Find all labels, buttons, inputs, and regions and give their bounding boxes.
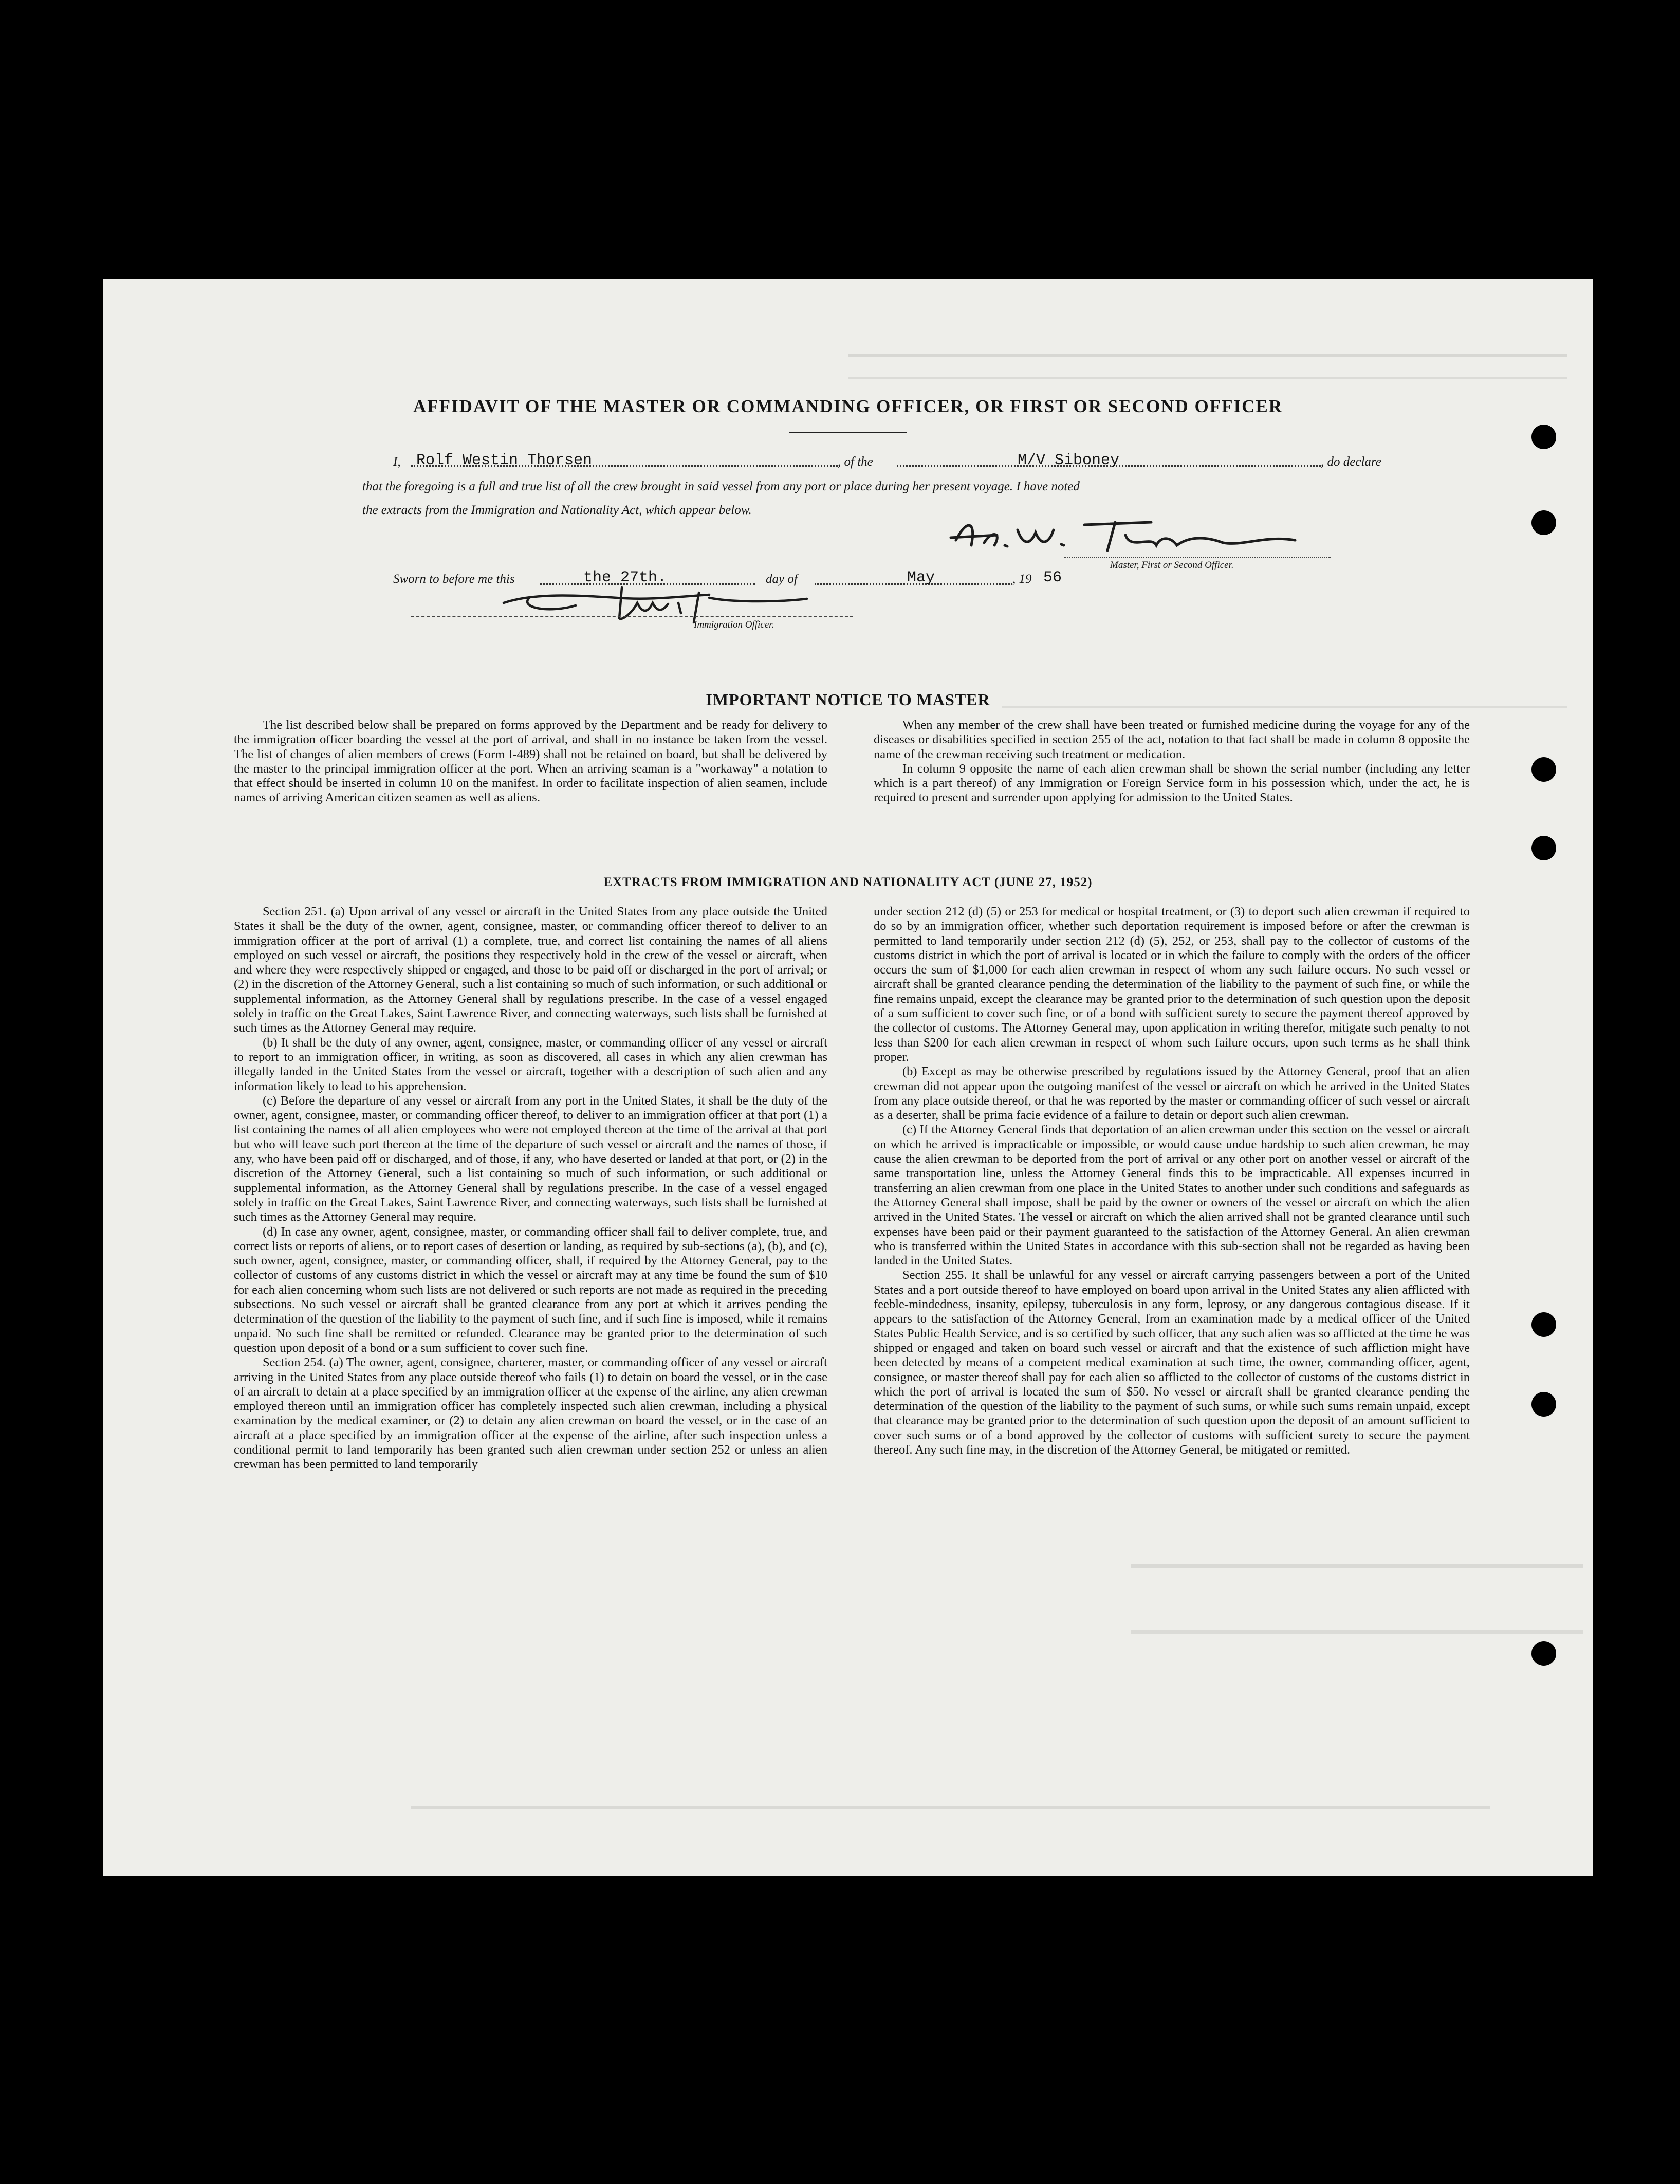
day-of-label: day of [766, 572, 798, 586]
document-page [103, 279, 1593, 1876]
vessel-name-field[interactable]: M/V Siboney [1018, 452, 1120, 469]
declaration-line-2: that the foregoing is a full and true list of all the crew brought in said vessel from any port or place during her present voyage. I have noted [362, 480, 1080, 493]
punch-hole [1531, 836, 1556, 860]
punch-hole [1531, 1392, 1556, 1417]
punch-hole [1531, 510, 1556, 535]
punch-hole [1531, 425, 1556, 449]
notice-left-paragraph: The list described below shall be prepared on forms approved by the Department and be ready for delivery to the immigration officer boarding the vessel at the port of arrival, and shall in no instance be taken from the vessel. The list of changes of alien members of crews (Form I-489) shall not be retained on board, but shall be delivered by the master to the principal immigration officer at the port. When an arriving seaman is a "workaway" a notation to that effect should be inserted in column 10 on the manifest. In order to facilitate inspection of alien seamen, include names of arriving American citizen seamen as well as aliens. [234, 718, 827, 805]
bleed-through-band [411, 1806, 1490, 1845]
extracts-title: EXTRACTS FROM IMMIGRATION AND NATIONALITY ACT (JUNE 27, 1952) [603, 875, 1093, 889]
notice-right-paragraph-2: In column 9 opposite the name of each alien crewman shall be shown the serial number (including any letter which is a part thereof) of any Immigration or Foreign Service form in his possession which, under the act, he is required to present and surrender upon applying for admission to the United States. [874, 761, 1470, 805]
section-254b: (b) Except as may be otherwise prescribed by regulations issued by the Attorney General, proof that an alien crewman did not appear upon the outgoing manifest of the vessel or aircraft on which he arrived in the United States from any place outside thereof, or that he was reported by the master or commanding officer of such vessel or aircraft as a deserter, shall be prima facie evidence of a failure to detain or deport such alien crewman. [874, 1065, 1470, 1123]
master-signature-line [1064, 557, 1331, 558]
master-name-field[interactable]: Rolf Westin Thorsen [416, 452, 593, 469]
master-signature [935, 515, 1316, 561]
section-254a-continued: under section 212 (d) (5) or 253 for medical or hospital treatment, or (3) to deport such alien crewman if required to do so by an immigration officer, whether such deportation requirement is imposed before or after the crewman is permitted to land temporarily under section 212 (d) (5), 252, or 253, shall pay to the collector of customs of the customs district in which the port of arrival is located or in which the failure to comply with the orders of the officer occurs the sum of $1,000 for each alien crewman in respect of whom any such failure occurs. No such vessel or aircraft shall be granted clearance pending the determination of the liability to the payment of such fine, or while the fine remains unpaid, except the clearance may be granted prior to the determination of such question upon the deposit of a sum sufficient to cover such fine, or of a bond with sufficient surety to secure the payment thereof approved by the collector of customs. The Attorney General may, upon application in writing therefor, mitigate such penalty to not less than $200 for each alien crewman in respect of whom such failure occurs, upon such terms as he shall think proper. [874, 905, 1470, 1064]
section-255: Section 255. It shall be unlawful for any vessel or aircraft carrying passengers between a port of the United States and a port outside thereof to have employed on board upon arrival in the United States any alien afflicted with feeble-mindedness, insanity, epilepsy, tuberculosis in any form, leprosy, or any dangerous contagious disease. If it appears to the satisfaction of the Attorney General, from an examination made by a medical officer of the United States Public Health Service, and is so certified by such officer, that any such alien was so afflicted at the time he was shipped or engaged and taken on board such vessel or aircraft and that the existence of such affliction might have been detected by means of a competent medical examination at such time, the owner, commanding officer, agent, consignee, or master thereof shall pay for each alien so afflicted to the collector of customs of the customs district in which the port of arrival is located the sum of $50. No vessel or aircraft shall be granted clearance pending the determination of the question of the liability to the payment of such sums, or while such sums remain unpaid, except that clearance may be granted prior to the determination of such question upon the deposit of an amount sufficient to cover such sums or of a bond approved by the collector of customs with sufficient surety to secure the payment thereof. Any such fine may, in the discretion of the Attorney General, be mitigated or remitted. [874, 1268, 1470, 1457]
sworn-day-field[interactable]: the 27th. [583, 569, 667, 586]
master-caption: Master, First or Second Officer. [1110, 560, 1234, 571]
declaration-i-label: I, [393, 455, 401, 469]
extracts-left-column [234, 905, 827, 1472]
extracts-right-column [874, 905, 1470, 1457]
sworn-label: Sworn to before me this [393, 572, 515, 586]
bleed-through-band [1131, 1564, 1583, 1634]
section-251a: Section 251. (a) Upon arrival of any vessel or aircraft in the United States from any place outside the United States it shall be the duty of the owner, agent, consignee, master, or commanding officer thereof to deliver to an immigration officer at the port of arrival (1) a complete, true, and correct list containing the names of all aliens employed on such vessel or aircraft, the positions they respectively hold in the crew of the vessel or aircraft, when and where they were respectively shipped or engaged, and those to be paid off or discharged in the port of arrival; or (2) in the discretion of the Attorney General, such a list containing so much of such information, or such additional or supplemental information, as the Attorney General shall by regulations prescribe. In the case of a vessel engaged solely in traffic on the Great Lakes, Saint Lawrence River, and connecting waterways, such lists shall be furnished at such times as the Attorney General may require. [234, 905, 827, 1035]
section-254a: Section 254. (a) The owner, agent, consignee, charterer, master, or commanding officer of any vessel or aircraft arriving in the United States from any place outside thereof who fails (1) to detain on board the vessel, or in the case of an aircraft to detain at a place specified by an immigration officer at the expense of the airline, any alien crewman employed thereon until an immigration officer has completely inspected such alien crewman, including a physical examination by the medical examiner, or (2) to detain any alien crewman on board the vessel, or in the case of an aircraft at a place specified by an immigration officer at the expense of the airline, after such inspection unless a conditional permit to land temporarily has been granted such alien crewman under section 252 or unless an alien crewman has been permitted to land temporarily [234, 1355, 827, 1472]
notice-right-paragraph-1: When any member of the crew shall have been treated or furnished medicine during the voyage for any of the diseases or disabilities specified in section 255 of the act, notation to that fact shall be made in column 8 opposite the name of the crewman receiving such treatment or medication. [874, 718, 1470, 761]
declaration-line-3: the extracts from the Immigration and Nationality Act, which appear below. [362, 503, 752, 517]
title-rule [789, 432, 907, 433]
punch-hole [1531, 757, 1556, 782]
section-251d: (d) In case any owner, agent, consignee, master, or commanding officer shall fail to deliver complete, true, and correct lists or reports of aliens, or to report cases of desertion or landing, as required by sub-sections (a), (b), and (c), such owner, agent, consignee, master, or commanding officer, shall, if required by the Attorney General, pay to the collector of customs of any customs district in which the vessel or aircraft may at any time be found the sum of $10 for each alien concerning whom such lists are not delivered or such reports are not made as required in the preceding subsections. No such vessel or aircraft shall be granted clearance from any port at which it arrives pending the determination of the question of the liability to the payment of such fine, and if such fine is imposed, while it remains unpaid. No such fine shall be remitted or refunded. Clearance may be granted prior to the determination of such question upon deposit of a bond or a sum sufficient to cover such fine. [234, 1224, 827, 1355]
bleed-through-band [848, 354, 1567, 379]
punch-hole [1531, 1641, 1556, 1666]
do-declare-label: , do declare [1321, 455, 1381, 469]
section-254c: (c) If the Attorney General finds that deportation of an alien crewman under this section on the vessel or aircraft on which he arrived is impracticable or impossible, or would cause undue hardship to such alien crewman, he may cause the alien crewman to be deported from the port of arrival or any other port on another vessel or aircraft of the same transportation line, unless the Attorney General finds this to be impracticable. All expenses incurred in transferring an alien crewman from one place in the United States to another under such conditions and safeguards as the Attorney General shall impose, shall be paid by the owner or owners of the vessel or aircraft on which the alien arrived in the United States. The vessel or aircraft on which the alien arrived shall not be granted clearance until such expenses have been paid or their payment guaranteed to the satisfaction of the Attorney General. An alien crewman who is transferred within the United States in accordance with this sub-section shall not be regarded as having been landed in the United States. [874, 1123, 1470, 1268]
immigration-officer-signature-line [411, 616, 853, 617]
sworn-month-field[interactable]: May [907, 569, 935, 586]
notice-left-column [234, 718, 827, 805]
sworn-year-field[interactable]: 56 [1043, 569, 1062, 586]
of-the-label: , of the [838, 455, 873, 469]
affidavit-title: AFFIDAVIT OF THE MASTER OR COMMANDING OFFICER, OR FIRST OR SECOND OFFICER [413, 396, 1283, 416]
punch-hole [1531, 1312, 1556, 1337]
notice-right-column [874, 718, 1470, 805]
section-251c: (c) Before the departure of any vessel or aircraft from any port in the United States, it shall be the duty of the owner, agent, consignee, master, or commanding officer thereof, to deliver to an immigration officer at that port (1) a list containing the names of all alien employees who were not employed thereon at the time of the arrival at that port but who will leave such port thereon at the time of the departure of such vessel or aircraft and the names of those, if any, who have been paid off or discharged, and of those, if any, who have deserted or landed at that port, or (2) in the discretion of the Attorney General, such a list containing so much of such information, or such additional or supplemental information, as the Attorney General shall by regulations prescribe. In the case of a vessel engaged solely in traffic on the Great Lakes, Saint Lawrence River, and connecting waterways, such lists shall be furnished at such times as the Attorney General may require. [234, 1093, 827, 1224]
notice-title: IMPORTANT NOTICE TO MASTER [706, 690, 990, 709]
section-251b: (b) It shall be the duty of any owner, agent, consignee, master, or commanding officer of any vessel or aircraft to report to an immigration officer, in writing, as soon as discovered, all cases in which any alien crewman has illegally landed in the United States from the vessel or aircraft, together with a description of such alien and any information likely to lead to his apprehension. [234, 1035, 827, 1093]
year-prefix-label: , 19 [1012, 572, 1032, 586]
officer-caption: Immigration Officer. [694, 619, 774, 630]
immigration-officer-signature [493, 582, 853, 629]
